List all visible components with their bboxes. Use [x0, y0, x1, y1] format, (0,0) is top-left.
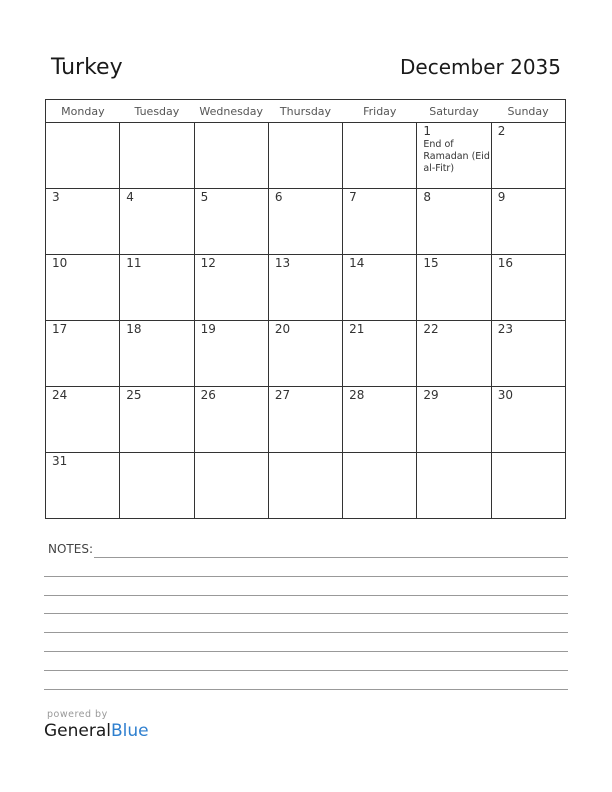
- day-number: 24: [52, 388, 68, 402]
- day-number: 9: [497, 190, 506, 204]
- day-cell: [417, 255, 491, 321]
- note-line: [44, 632, 568, 633]
- day-number: 27: [274, 388, 291, 402]
- note-line: [44, 689, 568, 690]
- day-number: 17: [52, 322, 68, 336]
- day-cell: [120, 387, 194, 453]
- day-cell: [194, 255, 268, 321]
- day-number: 20: [274, 322, 291, 336]
- day-number: 22: [423, 322, 439, 336]
- generalblue-logo: [44, 721, 149, 741]
- notes-label: NOTES:: [48, 542, 93, 556]
- day-number: 16: [497, 256, 513, 270]
- day-number: 7: [349, 190, 357, 204]
- note-line: [44, 595, 568, 596]
- day-cell: [417, 453, 491, 519]
- weekday-header-row: [46, 100, 566, 123]
- week-row: [46, 387, 566, 453]
- weekday-header: Thursday: [268, 100, 342, 123]
- day-cell: [120, 189, 194, 255]
- country-title: Turkey: [51, 55, 123, 80]
- day-cell: [268, 387, 342, 453]
- day-number: 31: [52, 454, 68, 468]
- day-number: 25: [126, 388, 142, 402]
- week-row: [46, 189, 566, 255]
- calendar-grid: [45, 99, 566, 519]
- day-cell: [417, 123, 491, 189]
- day-number: 1: [423, 124, 432, 138]
- day-cell: [268, 321, 342, 387]
- brand-blue: Blue: [111, 721, 149, 741]
- day-cell: [417, 321, 491, 387]
- day-cell: [194, 453, 268, 519]
- day-cell: [491, 189, 565, 255]
- day-cell: [46, 255, 120, 321]
- day-number: 13: [274, 256, 291, 270]
- day-cell: [491, 453, 565, 519]
- day-cell: [417, 189, 491, 255]
- day-number: 14: [349, 256, 365, 270]
- day-cell: [194, 321, 268, 387]
- note-line: [94, 557, 568, 558]
- day-number: 23: [497, 322, 513, 336]
- day-cell: [194, 189, 268, 255]
- day-cell: [491, 123, 565, 189]
- day-cell: [491, 321, 565, 387]
- day-number: 3: [52, 190, 60, 204]
- day-number: 29: [423, 388, 439, 402]
- day-number: 2: [497, 124, 506, 138]
- day-number: 21: [349, 322, 365, 336]
- weekday-header: Wednesday: [194, 100, 268, 123]
- day-number: 30: [497, 388, 513, 402]
- day-cell: [268, 123, 342, 189]
- day-cell: [46, 189, 120, 255]
- weekday-header: Monday: [46, 100, 120, 123]
- day-cell: [343, 255, 417, 321]
- day-number: 19: [200, 322, 216, 336]
- day-number: 8: [423, 190, 432, 204]
- day-cell: [268, 255, 342, 321]
- week-row: [46, 453, 566, 519]
- day-cell: [194, 387, 268, 453]
- day-number: 18: [126, 322, 142, 336]
- day-number: 5: [200, 190, 209, 204]
- day-cell: [343, 453, 417, 519]
- week-row: [46, 255, 566, 321]
- day-number: 26: [200, 388, 216, 402]
- day-cell: [343, 387, 417, 453]
- week-row: [46, 123, 566, 189]
- day-cell: [194, 123, 268, 189]
- day-number: 12: [200, 256, 216, 270]
- day-number: 10: [52, 256, 68, 270]
- day-cell: [46, 453, 120, 519]
- day-cell: [46, 321, 120, 387]
- weekday-header: Sunday: [491, 100, 565, 123]
- note-line: [44, 613, 568, 614]
- day-cell: [491, 255, 565, 321]
- weekday-header: Tuesday: [120, 100, 194, 123]
- day-cell: [343, 321, 417, 387]
- day-number: 4: [126, 190, 134, 204]
- day-cell: [46, 123, 120, 189]
- day-number: 15: [423, 256, 439, 270]
- brand-general: General: [44, 721, 111, 741]
- day-number: 6: [274, 190, 283, 204]
- day-number: 11: [126, 256, 142, 270]
- powered-by-text: powered by: [47, 709, 108, 720]
- day-cell: [491, 387, 565, 453]
- day-cell: [268, 189, 342, 255]
- day-cell: [120, 123, 194, 189]
- week-row: [46, 321, 566, 387]
- day-cell: [120, 453, 194, 519]
- day-cell: [120, 255, 194, 321]
- note-line: [44, 576, 568, 577]
- note-line: [44, 670, 568, 671]
- month-title: December 2035: [400, 55, 561, 79]
- holiday-label: End of Ramadan (Eid al-Fitr): [423, 139, 490, 174]
- day-cell: [343, 189, 417, 255]
- weekday-header: Saturday: [417, 100, 491, 123]
- day-cell: [417, 387, 491, 453]
- day-cell: [120, 321, 194, 387]
- day-cell: [46, 387, 120, 453]
- day-cell: [268, 453, 342, 519]
- note-line: [44, 651, 568, 652]
- day-cell: [343, 123, 417, 189]
- weekday-header: Friday: [343, 100, 417, 123]
- day-number: 28: [349, 388, 365, 402]
